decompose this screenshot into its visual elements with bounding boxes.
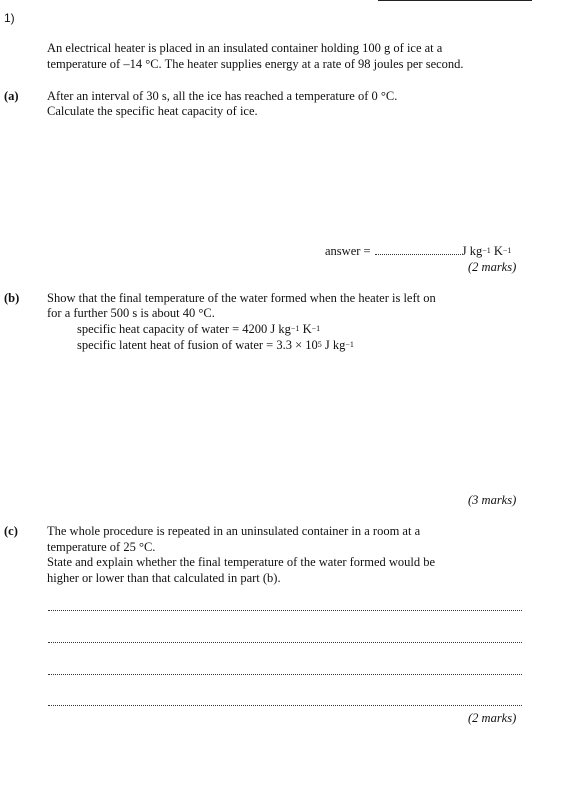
intro-line-1: An electrical heater is placed in an insulated container holding 100 g of ice at a xyxy=(47,41,443,55)
part-a-label: (a) xyxy=(4,89,19,103)
top-rule xyxy=(378,0,532,1)
answer-blank[interactable] xyxy=(375,254,461,255)
intro-line-2: temperature of –14 °C. The heater supplies energy at a rate of 98 joules per second. xyxy=(47,57,464,71)
part-b-line-1: Show that the final temperature of the water formed when the heater is left on xyxy=(47,291,436,305)
part-a-line-2: Calculate the specific heat capacity of ice. xyxy=(47,104,258,118)
part-b-line-2: for a further 500 s is about 40 °C. xyxy=(47,306,215,320)
question-number: 1) xyxy=(4,11,15,25)
part-b-marks: (3 marks) xyxy=(468,493,517,507)
part-a-answer-line xyxy=(325,244,511,259)
part-c-line-2: temperature of 25 °C. xyxy=(47,540,156,554)
answer-line-2[interactable] xyxy=(48,642,522,643)
part-a-marks: (2 marks) xyxy=(468,260,517,274)
part-c-line-4: higher or lower than that calculated in part (b). xyxy=(47,571,281,585)
answer-line-3[interactable] xyxy=(48,674,522,675)
part-c-line-3: State and explain whether the final temperature of the water formed would be xyxy=(47,555,436,569)
part-b-data-shc: specific heat capacity of water = 4200 J $kg^{-1}$ $K^{-1}$ xyxy=(77,322,321,336)
part-c-label: (c) xyxy=(4,524,18,538)
part-a-line-1: After an interval of 30 s, all the ice has reached a temperature of 0 °C. xyxy=(47,89,398,103)
part-c-line-1: The whole procedure is repeated in an uninsulated container in a room at a xyxy=(47,524,421,538)
answer-prefix: answer = xyxy=(325,244,371,258)
part-b-label: (b) xyxy=(4,291,20,305)
part-b-data-latent: specific latent heat of fusion of water = $3.3 \times 10^5$ J $kg^{-1}$ xyxy=(77,338,354,352)
part-c-marks: (2 marks) xyxy=(468,711,517,725)
answer-line-1[interactable] xyxy=(48,610,522,611)
answer-unit: J $kg^{-1}$ $K^{-1}$ xyxy=(461,244,512,258)
answer-line-4[interactable] xyxy=(48,705,522,706)
